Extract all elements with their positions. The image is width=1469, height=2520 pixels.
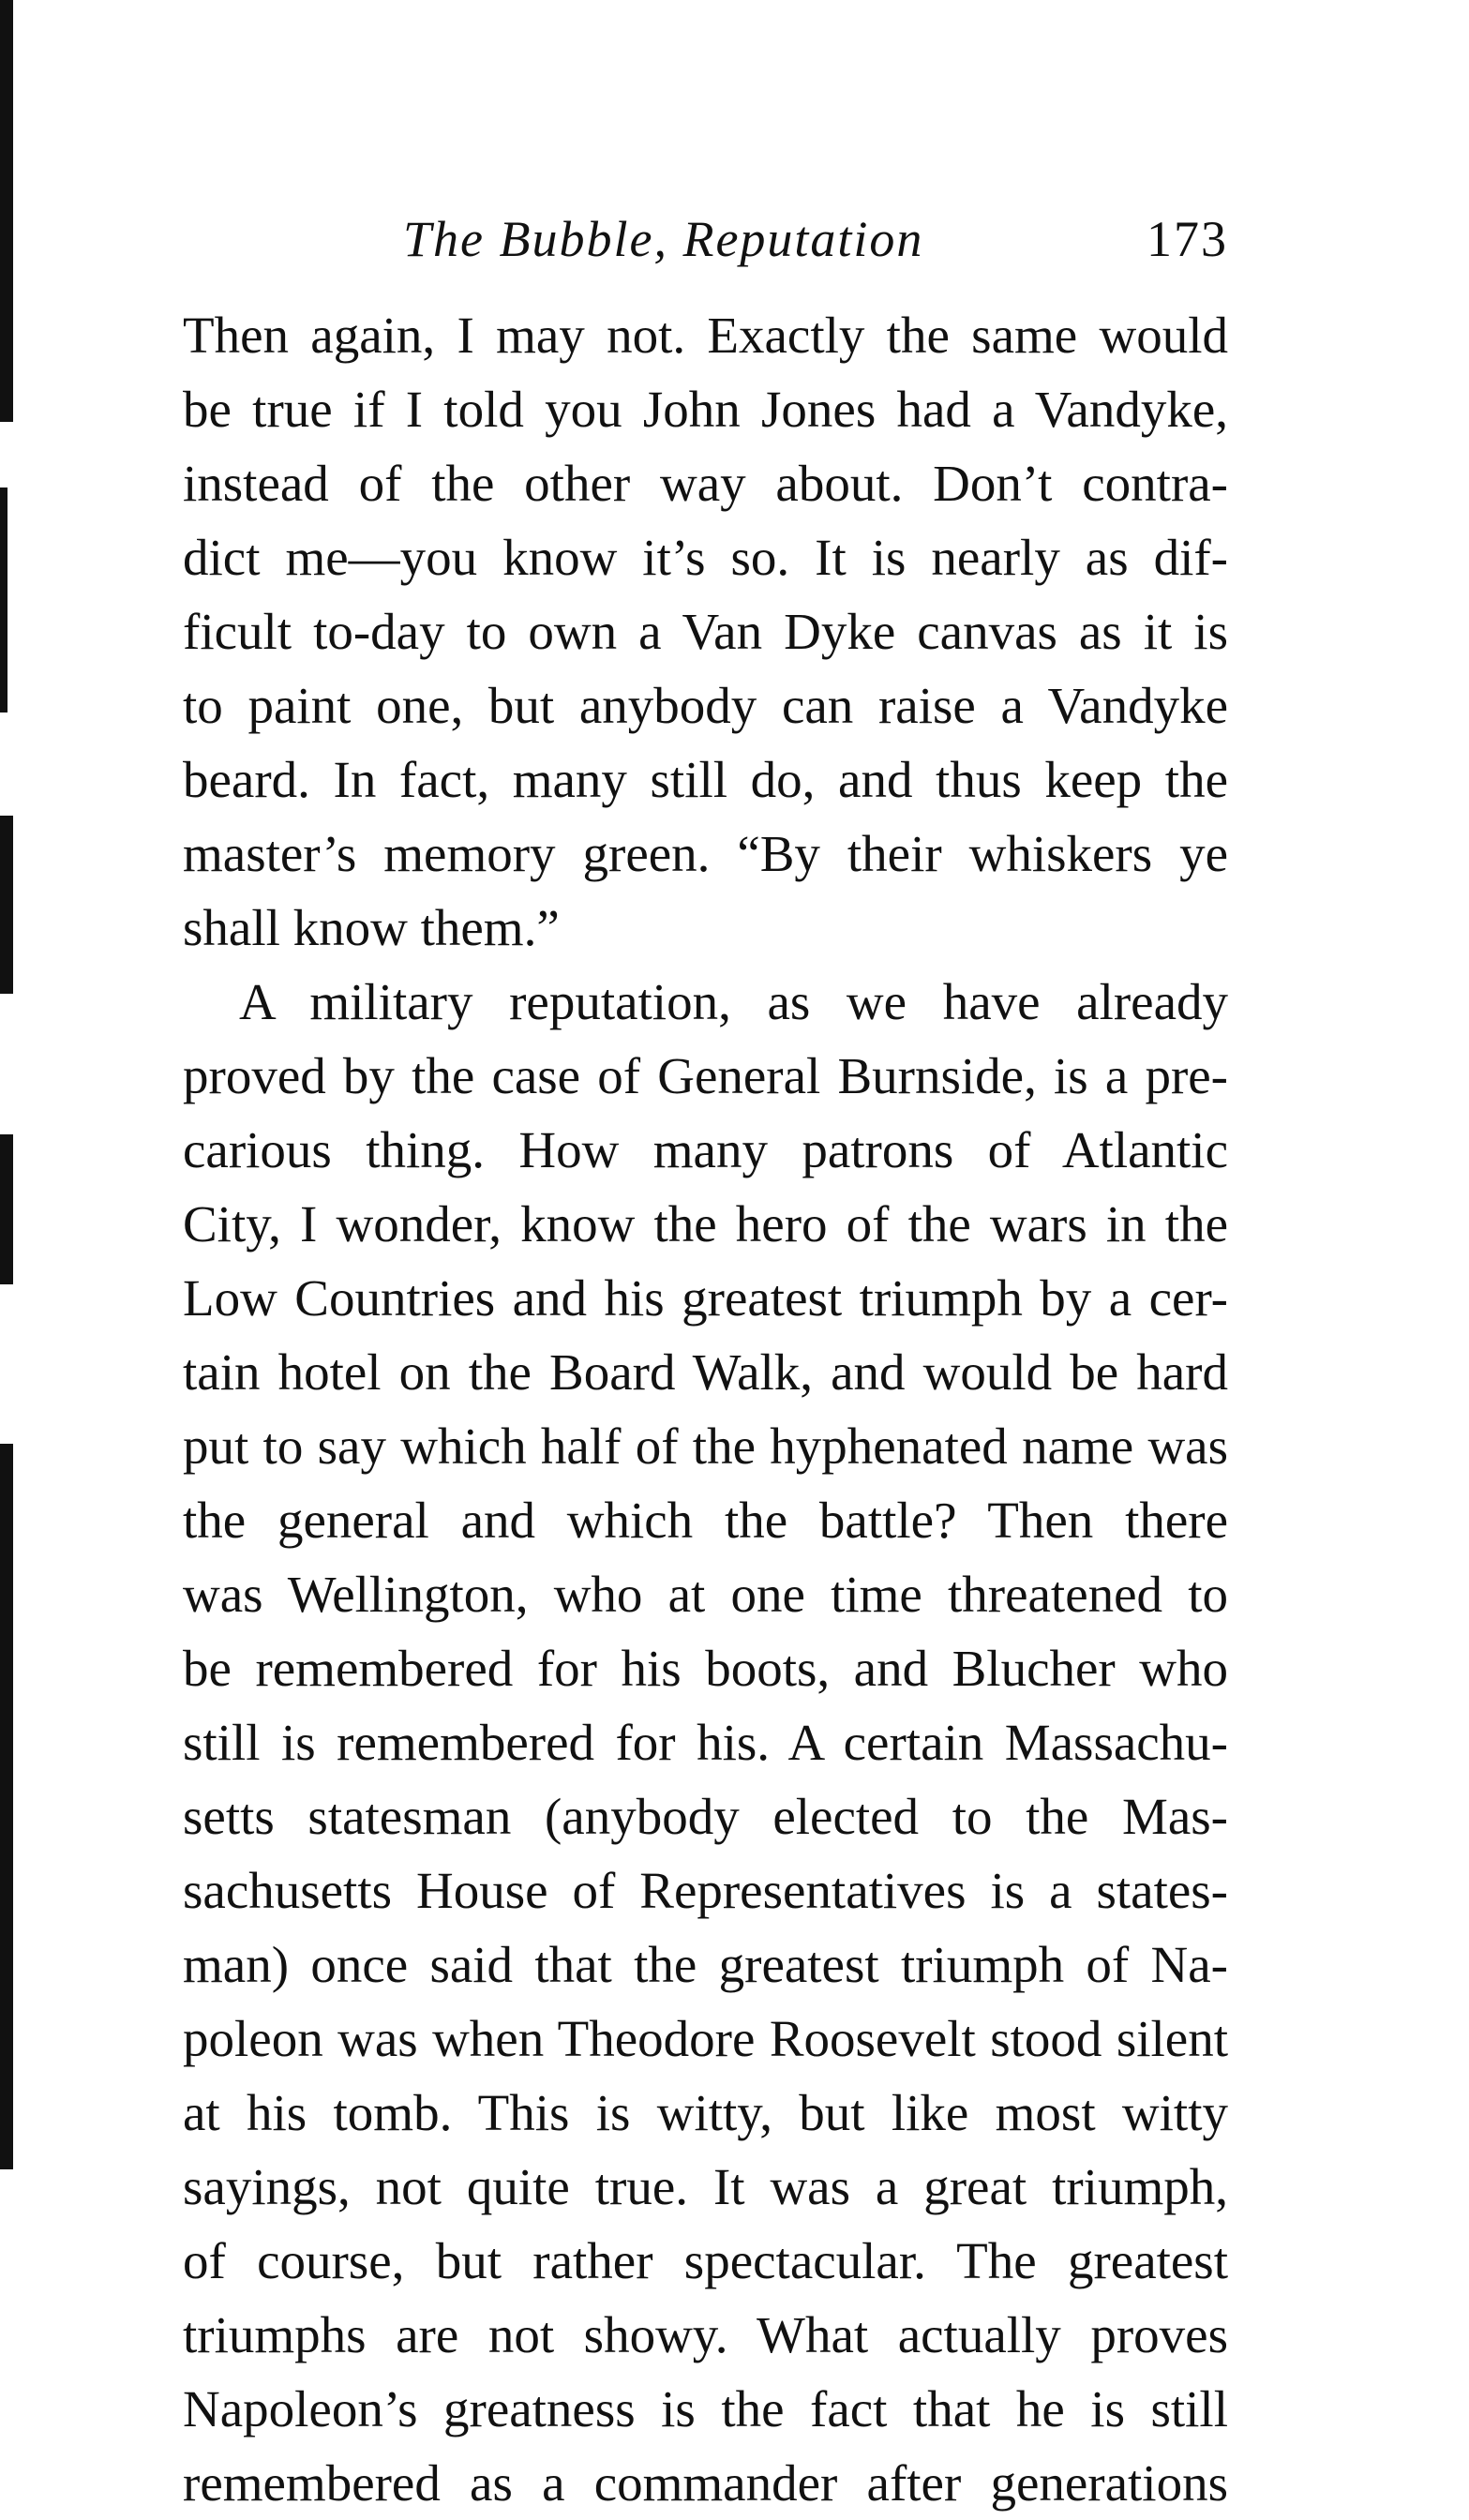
text-line: Low Countries and his greatest triumph by a cer- [183,1269,1228,1327]
text-line: triumphs are not showy. What actually proves [183,2306,1228,2363]
text-line: carious thing. How many patrons of Atlantic [183,1121,1228,1178]
text-line: man) once said that the greatest triumph of Na- [183,1936,1228,1993]
text-line: still is remembered for his. A certain Massachu- [183,1714,1228,1771]
text-line: beard. In fact, many still do, and thus keep the [183,751,1228,808]
running-title: The Bubble, Reputation [403,211,924,267]
edge-shadow-segment [0,488,7,712]
page-binding-edge [0,0,21,2169]
text-line: the general and which the battle? Then there [183,1492,1228,1549]
body-text [183,298,1228,2520]
text-line: proved by the case of General Burnside, is a pre- [183,1047,1228,1104]
text-line: sachusetts House of Representatives is a states- [183,1862,1228,1919]
edge-shadow-segment [0,816,13,994]
text-line: ficult to-day to own a Van Dyke canvas as it is [183,603,1228,660]
text-line: was Wellington, who at one time threatened to [183,1566,1228,1623]
edge-shadow-segment [0,0,13,422]
text-line: shall know them.” [183,899,560,956]
text-line: sayings, not quite true. It was a great triumph, [183,2158,1228,2215]
text-line: setts statesman (anybody elected to the Mas- [183,1788,1228,1845]
text-line: put to say which half of the hyphenated name was [183,1418,1228,1475]
text-line: dict me—you know it’s so. It is nearly as dif- [183,529,1228,586]
text-line: City, I wonder, know the hero of the wars in the [183,1195,1228,1252]
text-line: poleon was when Theodore Roosevelt stood silent [183,2010,1228,2067]
edge-shadow-segment [0,1444,13,2169]
page-number: 173 [1147,211,1228,267]
text-line: be remembered for his boots, and Blucher who [183,1640,1228,1697]
text-line: A military reputation, as we have already [239,973,1228,1030]
text-line: remembered as a commander after generations [183,2454,1228,2512]
text-line: master’s memory green. “By their whiskers ye [183,825,1228,882]
edge-shadow-segment [0,1134,13,1284]
text-line: at his tomb. This is witty, but like most witty [183,2084,1228,2141]
text-line: Then again, I may not. Exactly the same would [183,307,1228,364]
text-line: to paint one, but anybody can raise a Vandyke [183,677,1228,734]
text-line: of course, but rather spectacular. The greatest [183,2232,1228,2289]
text-line: tain hotel on the Board Walk, and would be hard [183,1343,1228,1401]
text-line: Napoleon’s greatness is the fact that he is still [183,2380,1228,2438]
text-line: instead of the other way about. Don’t contra- [183,455,1228,512]
page-header [403,206,1228,272]
text-line: be true if I told you John Jones had a Vandyke, [183,381,1228,438]
